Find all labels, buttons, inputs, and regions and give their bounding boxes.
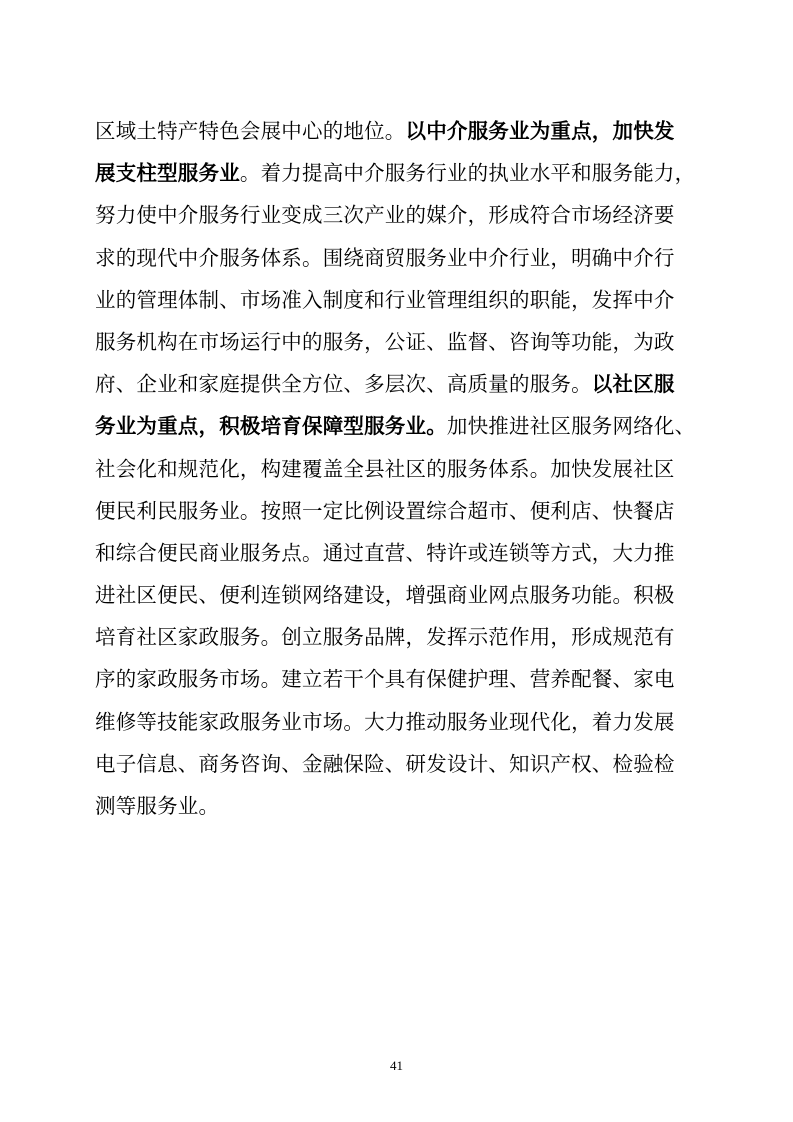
text-segment: 序的家政服务市场。建立若干个具有保健护理、营养配餐、家电	[95, 667, 675, 692]
bold-text-segment: 以社区服	[591, 372, 675, 397]
text-segment: 电子信息、商务咨询、金融保险、研发设计、知识产权、检验检	[95, 751, 675, 776]
text-line	[95, 701, 705, 743]
text-segment: 求的现代中介服务体系。围绕商贸服务业中介行业，明确中介行	[95, 245, 675, 270]
text-line	[95, 152, 705, 194]
text-line	[95, 110, 705, 152]
text-segment: 维修等技能家政服务业市场。大力推动服务业现代化，着力发展	[95, 709, 675, 734]
text-segment: 和综合便民商业服务点。通过直营、特许或连锁等方式，大力推	[95, 540, 675, 565]
text-line	[95, 237, 705, 279]
text-line	[95, 658, 705, 700]
text-line	[95, 743, 705, 785]
body-paragraph	[95, 110, 705, 827]
text-segment: 。着力提高中介服务行业的执业水平和服务能力，	[239, 161, 696, 186]
bold-text-segment: 以中介服务业为重点，加快发	[405, 119, 675, 143]
text-line	[95, 448, 705, 490]
text-segment: 府、企业和家庭提供全方位、多层次、高质量的服务。	[95, 372, 592, 397]
text-line	[95, 532, 705, 574]
text-line	[95, 279, 705, 321]
text-segment: 区域土特产特色会展中心的地位。	[95, 119, 406, 143]
text-line	[95, 490, 705, 532]
text-segment: 业的管理体制、市场准入制度和行业管理组织的职能，发挥中介	[95, 287, 675, 312]
bold-text-segment: 展支柱型服务业	[95, 161, 240, 186]
text-line	[95, 785, 705, 827]
text-line	[95, 363, 705, 405]
text-line	[95, 321, 705, 363]
text-line	[95, 616, 705, 658]
text-segment: 便民利民服务业。按照一定比例设置综合超市、便利店、快餐店	[95, 498, 675, 523]
text-segment: 进社区便民、便利连锁网络建设，增强商业网点服务功能。积极	[95, 583, 675, 608]
text-segment: 努力使中介服务行业变成三次产业的媒介，形成符合市场经济要	[95, 203, 675, 228]
text-segment: 培育社区家政服务。创立服务品牌，发挥示范作用，形成规范有	[95, 625, 675, 650]
text-segment: 测等服务业。	[95, 794, 220, 818]
text-line	[95, 405, 705, 447]
bold-text-segment: 务业为重点，积极培育保障型服务业。	[95, 414, 447, 439]
text-segment: 加快推进社区服务网络化、	[446, 414, 696, 439]
page-number: 41	[390, 1058, 403, 1073]
text-segment: 社会化和规范化，构建覆盖全县社区的服务体系。加快发展社区	[95, 456, 675, 481]
text-line	[95, 194, 705, 236]
text-line	[95, 574, 705, 616]
text-segment: 服务机构在市场运行中的服务，公证、监督、咨询等功能，为政	[95, 329, 675, 354]
